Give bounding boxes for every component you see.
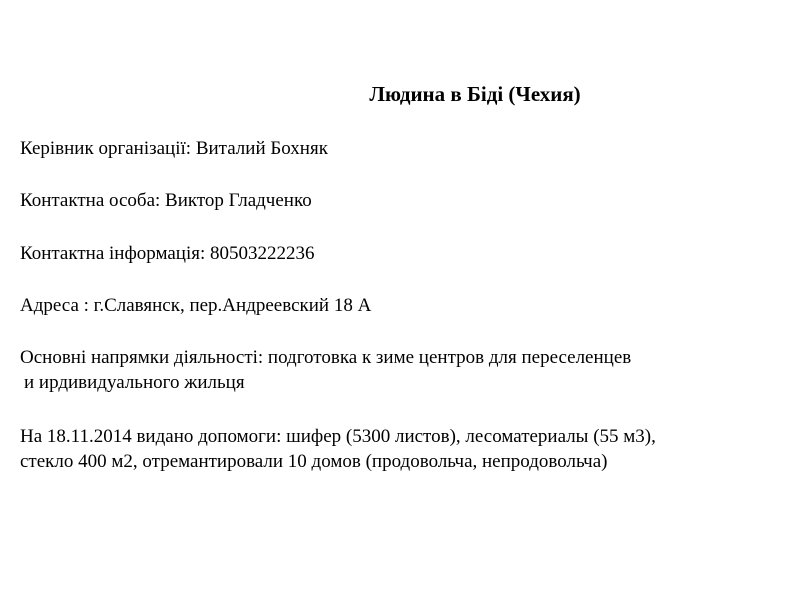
contact-person-line: Контактна особа: Виктор Гладченко [20, 190, 312, 211]
activity-directions-line: Основні напрямки діяльності: подготовка к зиме центров для переселенцев [20, 347, 632, 368]
aid-provided-continuation: стекло 400 м2, отремантировали 10 домов (продовольча, непродовольча) [20, 451, 608, 472]
address-line: Адреса : г.Славянск, пер.Андреевский 18 А [20, 295, 372, 316]
organization-head-line: Керівник організації: Виталий Бохняк [20, 138, 328, 159]
aid-provided-line: На 18.11.2014 видано допомоги: шифер (5300 листов), лесоматериалы (55 м3), [20, 426, 656, 447]
slide-title: Людина в Біді (Чехия) [369, 82, 581, 106]
activity-directions-continuation: и ирдивидуального жильця [24, 372, 245, 393]
contact-info-line: Контактна інформація: 80503222236 [20, 243, 315, 264]
